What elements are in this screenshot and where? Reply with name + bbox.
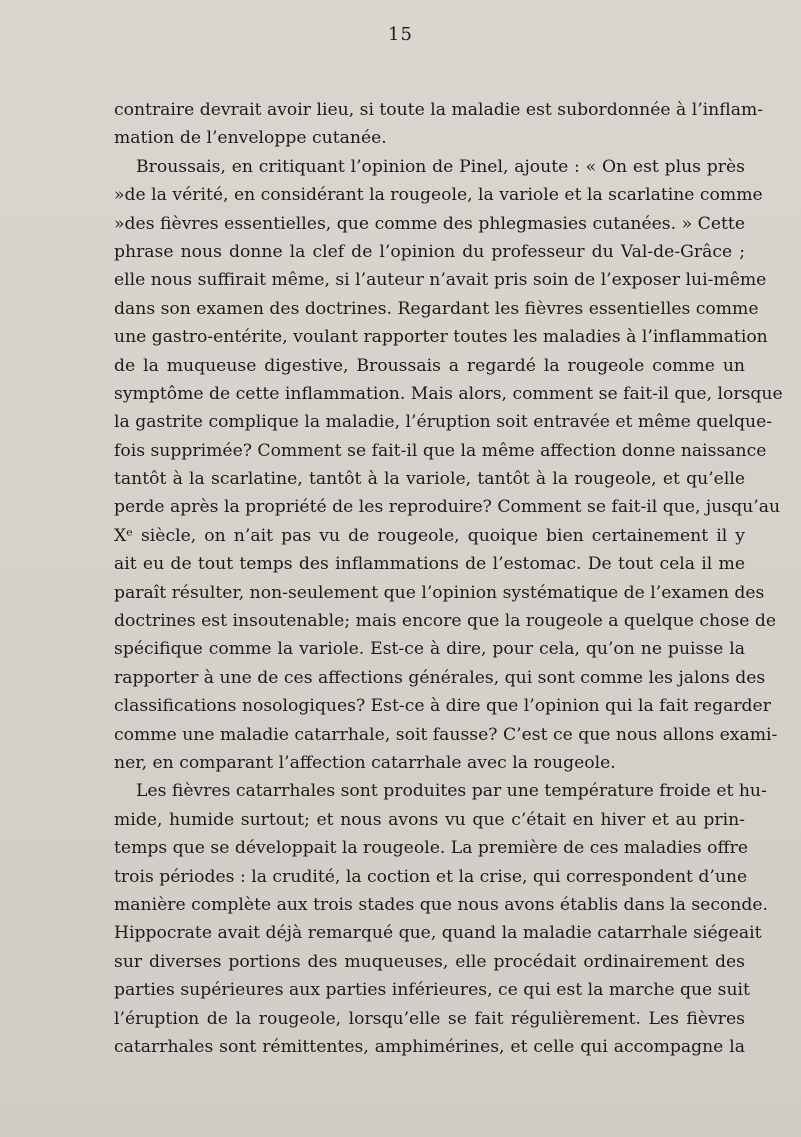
- text-line: dans son examen des doctrines. Regardant les fièvres essentielles comme: [114, 298, 759, 319]
- text-line: sur diverses portions des muqueuses, elle procédait ordinairement des: [114, 951, 745, 972]
- text-line: ner, en comparant l’affection catarrhale avec la rougeole.: [114, 752, 616, 773]
- text-line: manière complète aux trois stades que nous avons établis dans la seconde.: [114, 894, 768, 915]
- text-line: Hippocrate avait déjà remarqué que, quand la maladie catarrhale siégeait: [114, 923, 762, 944]
- text-line: phrase nous donne la clef de l’opinion du professeur du Val-de-Grâce ;: [114, 241, 745, 262]
- text-line: mide, humide surtout; et nous avons vu que c’était en hiver et au prin-: [114, 809, 745, 830]
- text-line: Les fièvres catarrhales sont produites par une température froide et hu-: [136, 781, 767, 802]
- text-line: Broussais, en critiquant l’opinion de Pinel, ajoute : « On est plus près: [136, 156, 745, 177]
- text-line: trois périodes : la crudité, la coction et la crise, qui correspondent d’une: [114, 866, 748, 887]
- body-text: [114, 96, 783, 1061]
- text-line: de la muqueuse digestive, Broussais a regardé la rougeole comme un: [114, 355, 745, 376]
- text-line: doctrines est insoutenable; mais encore que la rougeole a quelque chose de: [114, 611, 777, 632]
- text-line: fois supprimée? Comment se fait-il que la même affection donne naissance: [114, 440, 767, 461]
- text-line: l’éruption de la rougeole, lorsqu’elle se fait régulièrement. Les fièvres: [114, 1008, 745, 1029]
- text-line: temps que se développait la rougeole. La première de ces maladies offre: [114, 838, 749, 859]
- text-line: paraît résulter, non-seulement que l’opinion systématique de l’examen des: [114, 582, 765, 603]
- text-line: parties supérieures aux parties inférieures, ce qui est la marche que suit: [114, 980, 750, 1001]
- text-line: une gastro-entérite, voulant rapporter toutes les maladies à l’inflammation: [114, 327, 768, 348]
- text-line: catarrhales sont rémittentes, amphimérines, et celle qui accompagne la: [114, 1036, 745, 1057]
- text-line: mation de l’enveloppe cutanée.: [114, 128, 387, 149]
- text-line: spécifique comme la variole. Est-ce à dire, pour cela, qu’on ne puisse la: [114, 639, 745, 660]
- text-line: »de la vérité, en considérant la rougeole, la variole et la scarlatine comme: [114, 185, 763, 206]
- text-line: »des fièvres essentielles, que comme des phlegmasies cutanées. » Cette: [114, 213, 745, 234]
- text-line: ait eu de tout temps des inflammations de l’estomac. De tout cela il me: [114, 554, 745, 575]
- text-line: Xᵉ siècle, on n’ait pas vu de rougeole, quoique bien certainement il y: [114, 525, 745, 546]
- page-number: 15: [388, 24, 413, 45]
- text-line: contraire devrait avoir lieu, si toute la maladie est subordonnée à l’inflam-: [114, 100, 764, 120]
- text-line: comme une maladie catarrhale, soit fausse? C’est ce que nous allons exami-: [114, 724, 778, 745]
- text-line: symptôme de cette inflammation. Mais alors, comment se fait-il que, lorsque: [114, 383, 783, 404]
- text-line: rapporter à une de ces affections générales, qui sont comme les jalons des: [114, 667, 766, 688]
- text-line: elle nous suffirait même, si l’auteur n’avait pris soin de l’exposer lui-même: [114, 270, 767, 291]
- text-line: la gastrite complique la maladie, l’éruption soit entravée et même quelque-: [114, 412, 773, 433]
- text-line: perde après la propriété de les reproduire? Comment se fait-il que, jusqu’au: [114, 497, 781, 518]
- text-line: tantôt à la scarlatine, tantôt à la variole, tantôt à la rougeole, et qu’elle: [114, 469, 745, 490]
- text-line: classifications nosologiques? Est-ce à dire que l’opinion qui la fait regarder: [114, 696, 771, 717]
